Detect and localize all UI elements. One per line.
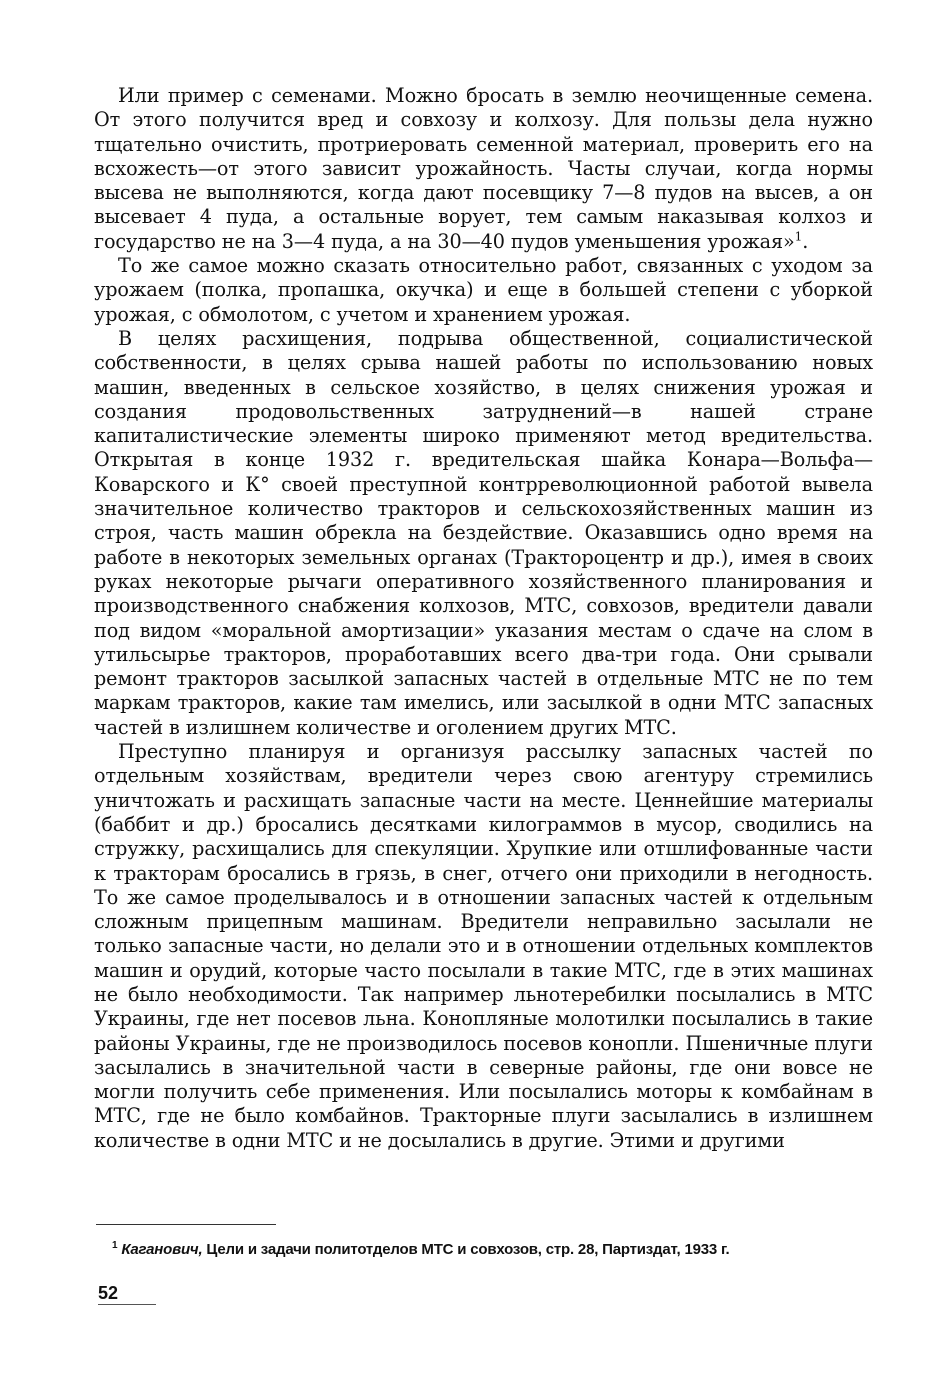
paragraph-1-tail: . bbox=[802, 229, 809, 253]
footnote-author: Каганович, bbox=[121, 1241, 203, 1258]
footnote-text: Цели и задачи политотделов МТС и совхозов, стр. 28, Партиздат, 1933 г. bbox=[206, 1241, 730, 1258]
footnote-reference: 1 bbox=[794, 229, 803, 244]
paragraph-2: То же самое можно сказать относительно работ, связанных с уходом за урожаем (полка, пропашка, окучка) и еще в большей степени с уборкой урожая, с обмолотом, с учетом и хранением урожая. bbox=[94, 254, 873, 326]
footnote bbox=[112, 1236, 872, 1260]
page-number-underline bbox=[98, 1304, 156, 1305]
footnote-divider bbox=[96, 1224, 276, 1225]
paragraph-1 bbox=[94, 84, 873, 254]
paragraph-4: Преступно планируя и организуя рассылку запасных частей по отдельным хозяйствам, вредители через свою агентуру стремились уничтожать и расхищать запасные части на месте. Ценнейшие материалы (баббит и др.) бросались десятками килограммов в мусор, сводились на стружку, расхищались для спекуляции. Хрупкие или отшлифованные части к тракторам бросались в грязь, в снег, отчего они приходили в негодность. То же самое проделывалось и в отношении запасных частей к отдельным сложным прицепным машинам. Вредители неправильно засылали не только запасные части, но делали это и в отношении отдельных комплектов машин и орудий, которые часто посылали в такие МТС, где в этих машинах не было необходимости. Так например льнотеребилки посылались в МТС Украины, где нет посевов льна. Конопляные молотилки посылались в такие районы Украины, где не производилось посевов конопли. Пшеничные плуги засылались в значительной части в северные районы, где они вовсе не могли получить себе применения. Или посылались моторы к комбайнам в МТС, где не было комбайнов. Тракторные плуги засылались в излишнем количестве в одни МТС и не досылались в другие. Этими и другими bbox=[94, 740, 873, 1152]
paragraph-3: В целях расхищения, подрыва общественной, социалистической собственности, в целях срыва нашей работы по использованию новых машин, введенных в сельское хозяйство, в целях снижения урожая и создания продовольственных затруднений—в нашей стране капиталистические элементы широко применяют метод вредительства. Открытая в конце 1932 г. вредительская шайка Конара—Вольфа—Коварского и К° своей преступной контрреволюционной работой вывела значительное количество тракторов и сельскохозяйственных машин из строя, часть машин обрекла на бездействие. Оказавшись одно время на работе в некоторых земельных органах (Трактороцентр и др.), имея в своих руках некоторые рычаги оперативного хозяйственного планирования и производственного снабжения колхозов, МТС, совхозов, вредители давали под видом «моральной амортизации» указания местам о сдаче на слом в утильсырье тракторов, проработавших всего два-три года. Они срывали ремонт тракторов засылкой запасных частей в отдельные МТС не по тем маркам тракторов, какие там имелись, или засылкой в одни МТС запасных частей в излишнем количестве и оголением других МТС. bbox=[94, 326, 873, 739]
page-number: 52 bbox=[98, 1283, 119, 1303]
paragraph-1-text: Или пример с семенами. Можно бросать в землю неочищенные семена. От этого получится вред и совхозу и колхозу. Для пользы дела нужно тщательно очистить, протриеровать семенной материал, проверить его на всхожесть—от этого зависит урожайность. Часты случаи, когда нормы высева не выполняются, когда дают посевщику 7—8 пудов на высев, а он высевает 4 пуда, а остальные ворует, тем самым наказывая колхоз и государство не на 3—4 пуда, а на 30—40 пудов уменьшения урожая» bbox=[94, 84, 873, 253]
footnote-mark: 1 bbox=[112, 1240, 118, 1251]
